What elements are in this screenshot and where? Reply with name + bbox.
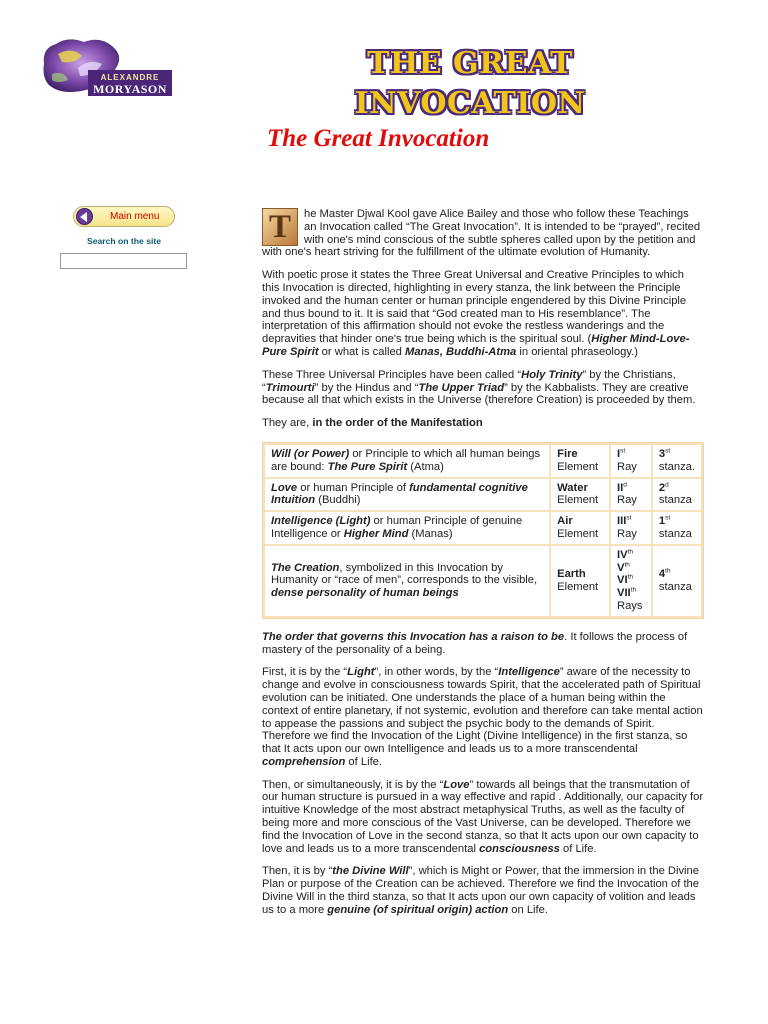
table-cell: Will (or Power) or Principle to which all human beings are bound: The Pure Spirit (Atma) bbox=[265, 445, 549, 477]
main-menu-button[interactable] bbox=[73, 206, 175, 227]
logo-line2: MORYASON bbox=[93, 82, 167, 96]
table-cell: Ist Ray bbox=[611, 445, 651, 477]
article-body bbox=[262, 208, 704, 927]
paragraph-trinity: These Three Universal Principles have been called “Holy Trinity” by the Christians, “Trimourti” by the Hindus and “The Upper Triad” by the Kabbalists. They are creative because all that which exists in the Universe (therefore Creation) is proceeded by them. bbox=[262, 368, 696, 407]
table-cell: 4th stanza bbox=[653, 546, 701, 616]
table-row bbox=[265, 546, 701, 616]
logo-graphic bbox=[38, 34, 174, 98]
table-cell: Love or human Principle of fundamental cognitive Intuition (Buddhi) bbox=[265, 479, 549, 511]
site-logo[interactable] bbox=[38, 34, 174, 98]
paragraph-will: Then, it is by “the Divine Will”, which is Might or Power, that the immersion in the Divine Plan or purpose of the Creation can be achieved. Therefore we find the Invocation of the Divine Will in the third stanza, so that It acts upon our own capacity of volition and leads us to a more genuine (of spiritual origin) action on Life. bbox=[262, 865, 700, 916]
table-cell: 3st stanza. bbox=[653, 445, 701, 477]
table-cell: Water Element bbox=[551, 479, 609, 511]
table-cell: IVth Vth VIth VIIth Rays bbox=[611, 546, 651, 616]
table-cell: Fire Element bbox=[551, 445, 609, 477]
dropcap-image: T bbox=[262, 208, 298, 246]
table-cell: Earth Element bbox=[551, 546, 609, 616]
search-label: Search on the site bbox=[86, 236, 162, 246]
site-banner bbox=[280, 44, 660, 121]
intro-paragraph bbox=[262, 208, 704, 259]
back-arrow-icon bbox=[76, 208, 93, 225]
search-input[interactable] bbox=[60, 253, 187, 269]
table-cell: $II^d$ Ray bbox=[611, 479, 651, 511]
table-row bbox=[265, 512, 701, 544]
paragraph-order: The order that governs this Invocation has a raison to be. It follows the process of mastery of the personality of a being. bbox=[262, 630, 688, 656]
paragraph-principles: With poetic prose it states the Three Great Universal and Creative Principles to which this Invocation is directed, highlighting in every stanza, the link between the Principle invoked and the human center or human principle engendered by this Divine Principle and thus bound to it. It is said that “God created man to His resemblance”. The interpretation of this affirmation should not evoke the restless wanderings and the depravities that hinder one's true being which is the spiritual soul. (Higher Mind-Love-Pure Spirit or what is called Manas, Buddhi-Atma in oriental phraseology.) bbox=[262, 269, 690, 358]
table-cell: Air Element bbox=[551, 512, 609, 544]
table-cell: IIIst Ray bbox=[611, 512, 651, 544]
banner-text: THE GREAT INVOCATION bbox=[354, 46, 586, 121]
principles-table bbox=[262, 442, 704, 619]
table-row bbox=[265, 479, 701, 511]
paragraph-light: First, it is by the “Light”, in other words, by the “Intelligence” aware of the necessity to change and evolve in consciousness towards Spirit, that the accelerated path of Spiritual evolution can be initiated. One understands the place of a human being within the context of entire planetary, if not systemic, evolution and therefore can take mental action to appease the passions and subject the psychic body to the demands of Spirit. Therefore we find the Invocation of the Light (Divine Intelligence) in the first stanza, so that It acts upon our own Intelligence and leads us to a more transcendental comprehension of Life. bbox=[262, 666, 703, 768]
paragraph-order-intro: They are, in the order of the Manifestation bbox=[262, 417, 483, 430]
main-menu-label: Main menu bbox=[110, 211, 160, 222]
table-cell: 1st stanza bbox=[653, 512, 701, 544]
logo-line1: ALEXANDRE bbox=[100, 73, 160, 82]
page-title: The Great Invocation bbox=[267, 125, 490, 152]
table-cell: The Creation, symbolized in this Invocation by Humanity or “race of men”, corresponds to the visible, dense personality of human beings bbox=[265, 546, 549, 616]
table-cell: 2$^d$ stanza bbox=[653, 479, 701, 511]
paragraph-love: Then, or simultaneously, it is by the “Love” towards all beings that the transmutation of our human structure is pursued in a way effective and rapid . Additionally, our capacity for intuitive Knowledge of the most abstract metaphysical Truths, as well as the faculty of being more and more conscious of the Vast Universe, can be developed. Therefore we find the Invocation of Love in the second stanza, so that It acts upon our own capacity to love and leads us to a more transcendental consciousness of Life. bbox=[262, 778, 704, 855]
table-cell: Intelligence (Light) or human Principle of genuine Intelligence or Higher Mind (Manas) bbox=[265, 512, 549, 544]
intro-text: he Master Djwal Kool gave Alice Bailey and those who follow these Teachings an Invocation called “The Great Invocation”. It is intended to be “prayed”, recited with one's mind conscious of the subtle spheres called upon by the petition and with one's heart striving for the fulfillment of the ultimate evolution of Humanity. bbox=[262, 208, 701, 259]
table-row bbox=[265, 445, 701, 477]
